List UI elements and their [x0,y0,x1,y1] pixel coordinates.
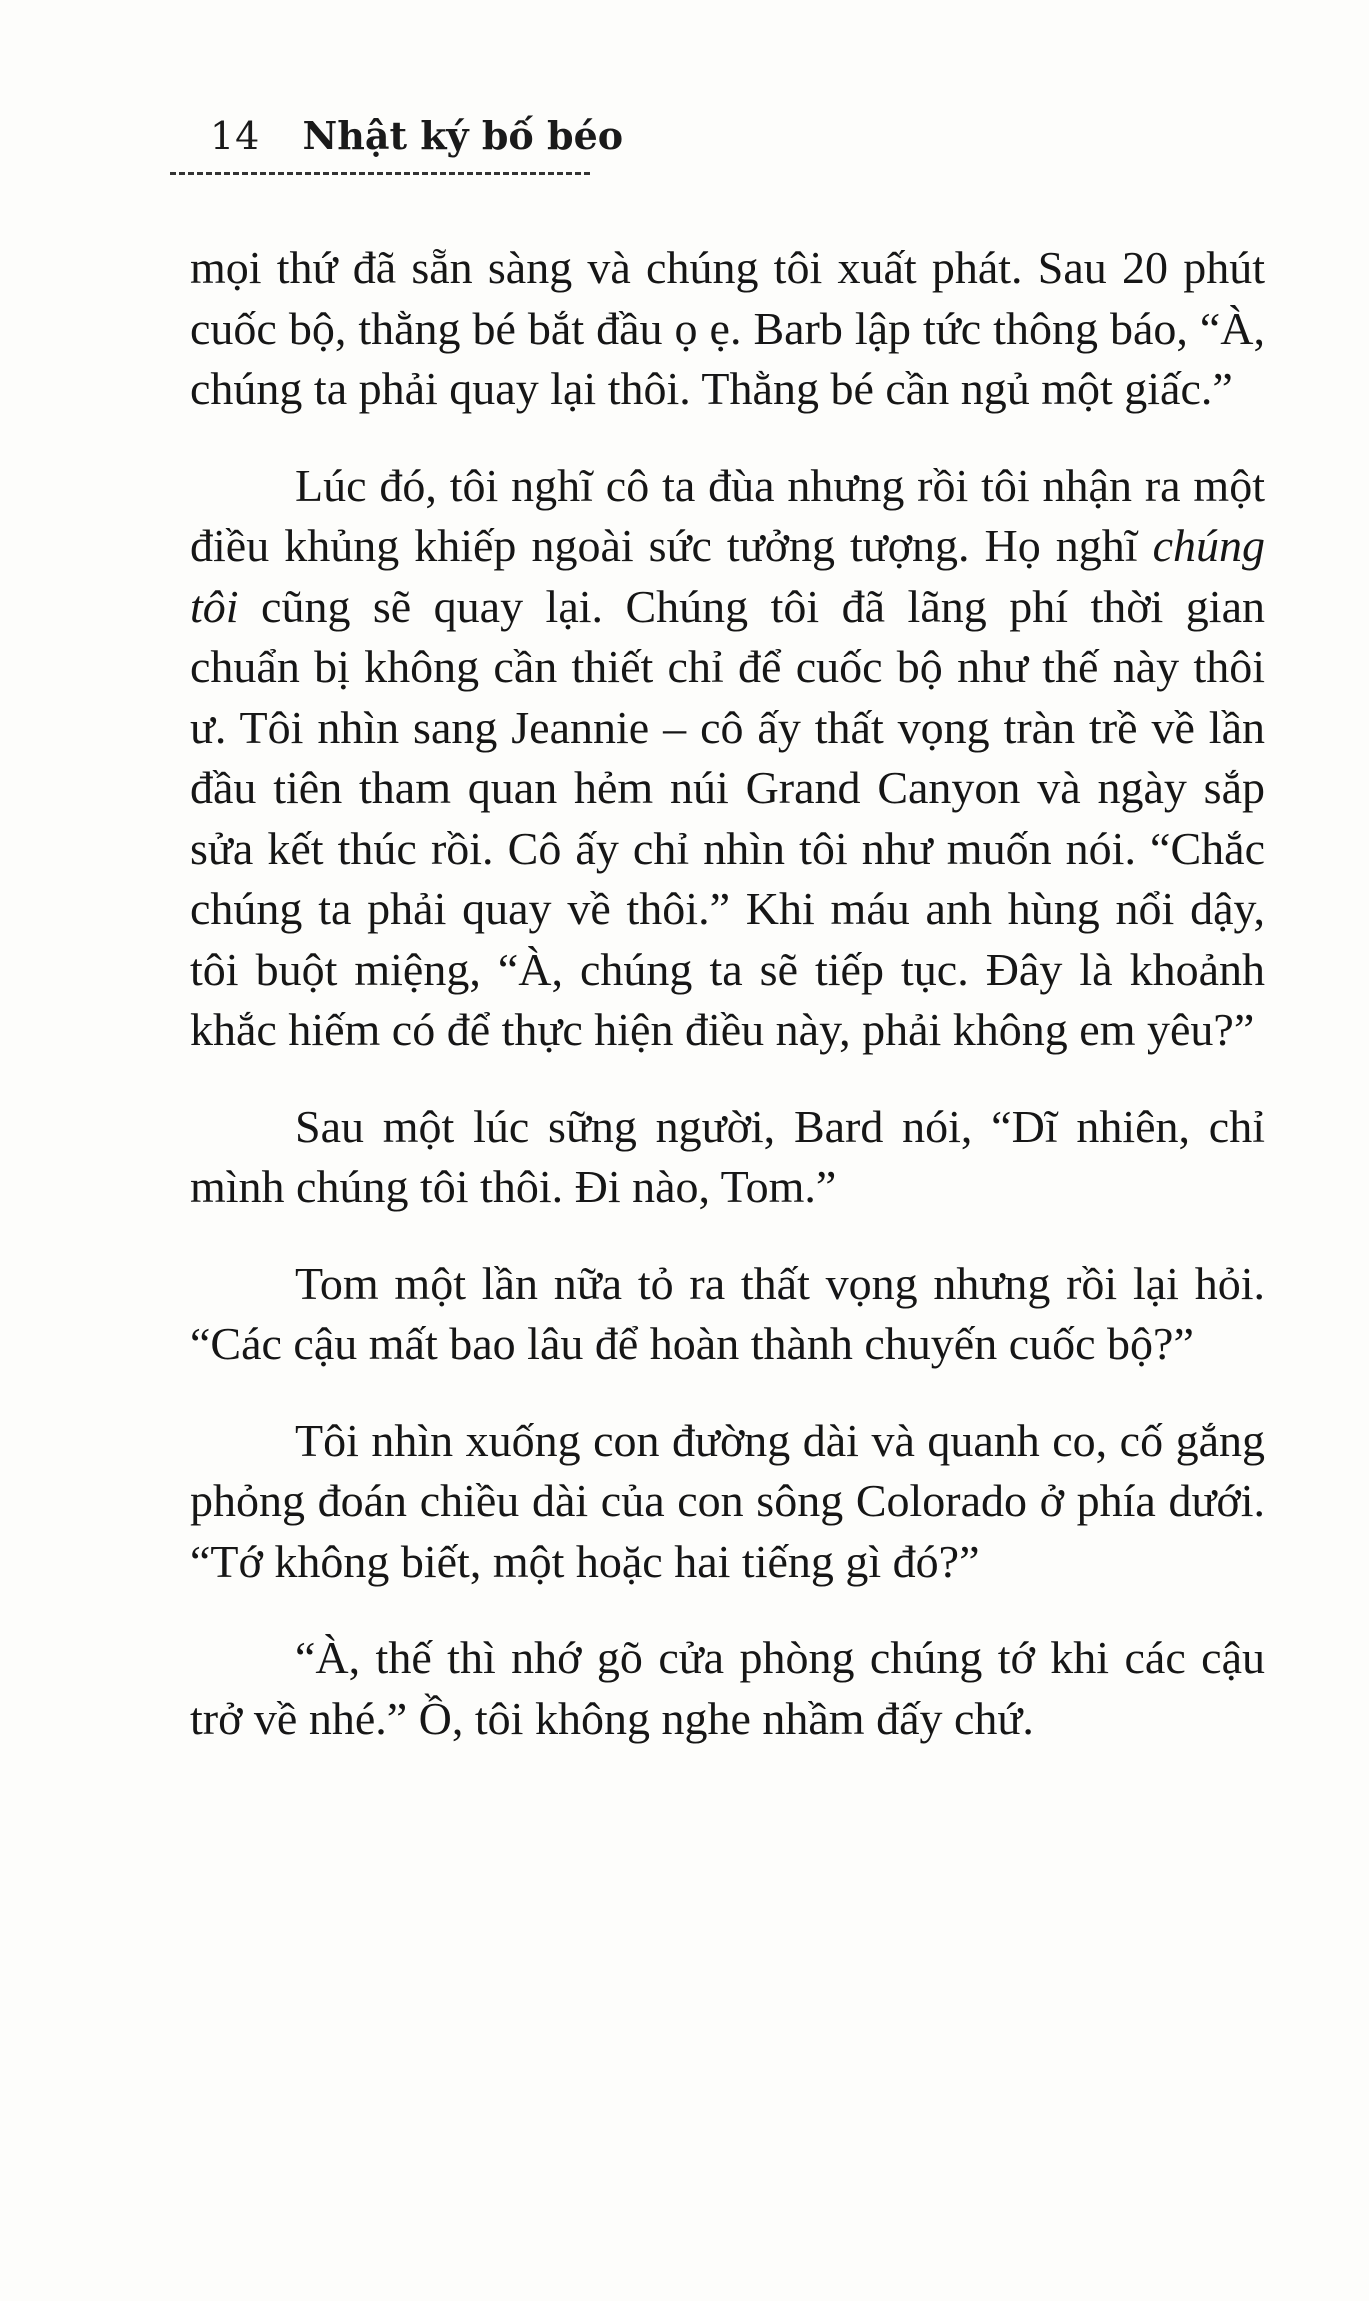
paragraph-5 [190,1411,1265,1593]
running-head [170,108,624,175]
italic-emphasis: chúng tôi [190,520,1265,632]
paragraph-text: Sau một lúc sững người, Bard nói, “Dĩ nhiên, chỉ mình chúng tôi thôi. Đi nào, Tom.” [190,1100,1265,1212]
body-text [190,238,1265,1785]
paragraph-3 [190,1097,1265,1218]
paragraph-text: cũng sẽ quay lại. Chúng tôi đã lãng phí thời gian chuẩn bị không cần thiết chỉ để cuốc bộ như thế này thôi ư. Tôi nhìn sang Jeannie – cô ấy thất vọng tràn trề về lần đầu tiên tham quan hẻm núi Grand Canyon và ngày sắp sửa kết thúc rồi. Cô ấy chỉ nhìn tôi như muốn nói. “Chắc chúng ta phải quay về thôi.” Khi máu anh hùng nổi dậy, tôi buột miệng, “À, chúng ta sẽ tiếp tục. Đây là khoảnh khắc hiếm có để thực hiện điều này, phải không em yêu?” [190,580,1265,1055]
paragraph-text: “À, thế thì nhớ gõ cửa phòng chúng tớ khi các cậu trở về nhé.” Ồ, tôi không nghe nhầm đấy chứ. [190,1632,1265,1744]
page-number: 14 [210,114,261,158]
paragraph-4 [190,1254,1265,1375]
paragraph-text: Tôi nhìn xuống con đường dài và quanh co, cố gắng phỏng đoán chiều dài của con sông Colorado ở phía dưới. “Tớ không biết, một hoặc hai tiếng gì đó?” [190,1414,1265,1587]
paragraph-6 [190,1628,1265,1749]
paragraph-text: Tom một lần nữa tỏ ra thất vọng nhưng rồi lại hỏi. “Các cậu mất bao lâu để hoàn thành chuyến cuốc bộ?” [190,1257,1265,1369]
paragraph-text: mọi thứ đã sẵn sàng và chúng tôi xuất phát. Sau 20 phút cuốc bộ, thằng bé bắt đầu ọ ẹ. Barb lập tức thông báo, “À, chúng ta phải quay lại thôi. Thằng bé cần ngủ một giấc.” [190,242,1265,414]
paragraph-2 [190,456,1265,1061]
book-title: Nhật ký bố béo [302,113,624,158]
paragraph-text: Lúc đó, tôi nghĩ cô ta đùa nhưng rồi tôi nhận ra một điều khủng khiếp ngoài sức tưởng tượng. Họ nghĩ [190,459,1265,571]
paragraph-1 [190,238,1265,420]
